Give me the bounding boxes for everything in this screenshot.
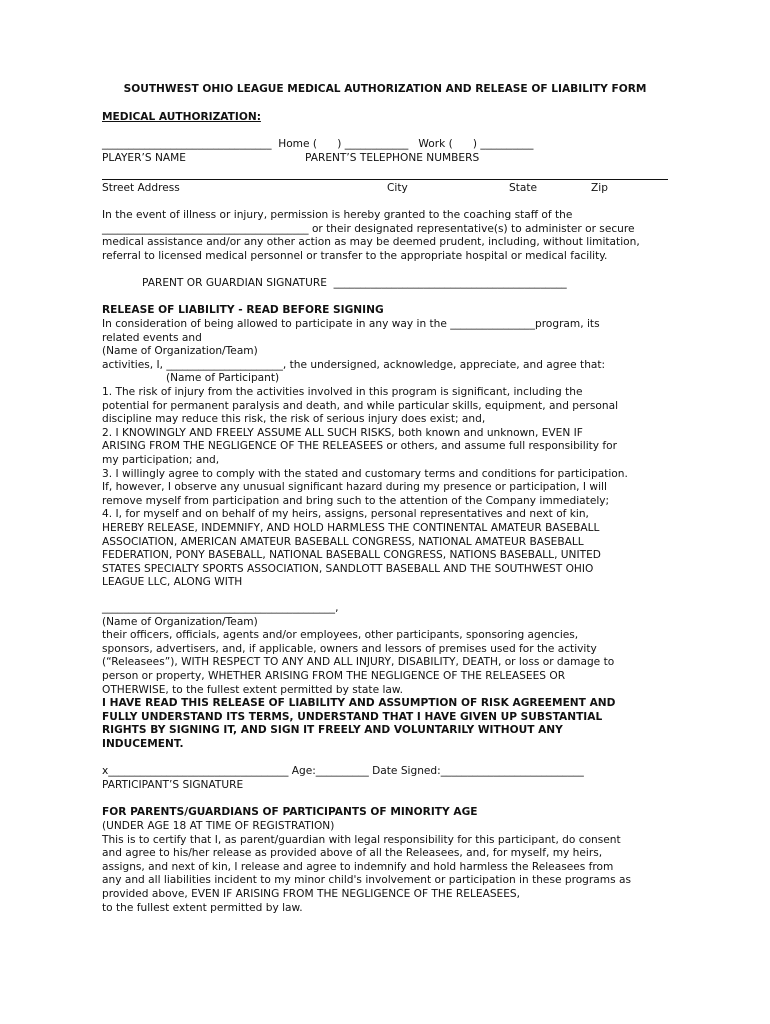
paragraph-line: In the event of illness or injury, permission is hereby granted to the coaching staff of the [102, 209, 573, 221]
paragraph-line: HEREBY RELEASE, INDEMNIFY, AND HOLD HARMLESS THE CONTINENTAL AMATEUR BASEBALL [102, 521, 600, 534]
paragraph-line: If, however, I observe any unusual significant hazard during my presence or participation, I will [102, 481, 607, 494]
form-title: SOUTHWEST OHIO LEAGUE MEDICAL AUTHORIZATION AND RELEASE OF LIABILITY FORM [123, 83, 647, 95]
street-address-label: Street Address [102, 182, 180, 194]
paragraph-line: (UNDER AGE 18 AT TIME OF REGISTRATION) [102, 820, 335, 832]
paragraph-line: my participation; and, [102, 453, 220, 466]
acknowledgment-statement [102, 697, 692, 751]
address-line [102, 179, 668, 180]
paragraph-line: LEAGUE LLC, ALONG WITH [102, 576, 243, 589]
phone-blank-row: ________________________________ Home ( ) ____________ Work ( ) __________ [102, 138, 534, 150]
paragraph-line: In consideration of being allowed to participate in any way in the ________________program, its [102, 318, 600, 330]
paragraph-line: remove myself from participation and bring such to the attention of the Company immediately; [102, 494, 610, 507]
paragraph-line: STATES SPECIALTY SPORTS ASSOCIATION, SANDLOTT BASEBALL AND THE SOUTHWEST OHIO [102, 562, 594, 575]
city-label: City [387, 182, 408, 194]
paragraph-line: 4. I, for myself and on behalf of my heirs, assigns, personal representatives and next of kin, [102, 508, 589, 521]
paragraph-line: (Name of Organization/Team) [102, 615, 258, 628]
state-label: State [509, 182, 538, 194]
participant-signature-label: PARTICIPANT’S SIGNATURE [102, 779, 244, 791]
releasees-paragraph [102, 602, 692, 697]
paragraph-line: person or property, WHETHER ARISING FROM THE NEGLIGENCE OF THE RELEASEES OR [102, 669, 566, 682]
paragraph-line: any and all liabilities incident to my minor child's involvement or participation in these programs as [102, 874, 631, 887]
paragraph-line: This is to certify that I, as parent/guardian with legal responsibility for this participant, do consent [102, 833, 621, 846]
paragraph-line: 2. I KNOWINGLY AND FREELY ASSUME ALL SUCH RISKS, both known and unknown, EVEN IF [102, 426, 583, 439]
release-heading: RELEASE OF LIABILITY - READ BEFORE SIGNING [102, 304, 384, 316]
release-paragraph [102, 318, 692, 590]
paragraph-line: (“Releasees”), WITH RESPECT TO ANY AND ALL INJURY, DISABILITY, DEATH, or loss or damage to [102, 656, 615, 669]
paragraph-line: sponsors, advertisers, and, if applicable, owners and lessors of premises used for the activity [102, 642, 597, 655]
paragraph-line: OTHERWISE, to the fullest extent permitted by state law. [102, 683, 403, 696]
parent-guardian-signature-line: PARENT OR GUARDIAN SIGNATURE ____________________________________________ [142, 277, 567, 289]
participant-signature-row: x__________________________________ Age:__________ Date Signed:___________________________ [102, 765, 584, 777]
players-name-label: PLAYER’S NAME [102, 152, 186, 164]
paragraph-line: I HAVE READ THIS RELEASE OF LIABILITY AND ASSUMPTION OF RISK AGREEMENT AND [102, 697, 616, 709]
paragraph-line: provided above, EVEN IF ARISING FROM THE NEGLIGENCE OF THE RELEASEES, [102, 887, 521, 900]
paragraph-line: discipline may reduce this risk, the risk of serious injury does exist; and, [102, 413, 486, 426]
paragraph-line: activities, I, ______________________, the undersigned, acknowledge, appreciate, and agree that: [102, 358, 606, 371]
paragraph-line: (Name of Organization/Team) [102, 345, 258, 358]
paragraph-line: related events and [102, 331, 202, 344]
paragraph-line: _______________________________________ or their designated representative(s) to administer or secure [102, 222, 635, 235]
medical-authorization-heading: MEDICAL AUTHORIZATION: [102, 111, 261, 123]
paragraph-line: INDUCEMENT. [102, 737, 184, 750]
medical-permission-paragraph [102, 209, 692, 263]
paragraph-line: and agree to his/her release as provided above of all the Releasees, and, for myself, my heirs, [102, 847, 603, 860]
paragraph-line: ASSOCIATION, AMERICAN AMATEUR BASEBALL CONGRESS, NATIONAL AMATEUR BASEBALL [102, 535, 584, 548]
minority-age-heading: FOR PARENTS/GUARDIANS OF PARTICIPANTS OF MINORITY AGE [102, 806, 478, 818]
paragraph-line: ____________________________________________, [102, 602, 339, 614]
paragraph-line: their officers, officials, agents and/or employees, other participants, sponsoring agencies, [102, 629, 579, 642]
paragraph-line: potential for permanent paralysis and death, and while particular skills, equipment, and personal [102, 399, 619, 412]
paragraph-line: ARISING FROM THE NEGLIGENCE OF THE RELEASEES or others, and assume full responsibility for [102, 440, 617, 453]
guardian-consent-paragraph [102, 820, 692, 915]
paragraph-line: RIGHTS BY SIGNING IT, AND SIGN IT FREELY AND VOLUNTARILY WITHOUT ANY [102, 724, 563, 737]
paragraph-line: 1. The risk of injury from the activities involved in this program is significant, including the [102, 385, 583, 398]
paragraph-line: medical assistance and/or any other action as may be deemed prudent, including, without limitation, [102, 236, 640, 249]
paragraph-line: 3. I willingly agree to comply with the stated and customary terms and conditions for participation. [102, 467, 628, 480]
zip-label: Zip [591, 182, 608, 194]
paragraph-line: referral to licensed medical personnel or transfer to the appropriate hospital or medical facility. [102, 249, 608, 262]
paragraph-line: to the fullest extent permitted by law. [102, 901, 303, 914]
paragraph-line: (Name of Participant) [102, 372, 280, 385]
parent-phone-label: PARENT’S TELEPHONE NUMBERS [305, 152, 480, 164]
paragraph-line: FEDERATION, PONY BASEBALL, NATIONAL BASEBALL CONGRESS, NATIONS BASEBALL, UNITED [102, 549, 601, 562]
paragraph-line: assigns, and next of kin, I release and agree to indemnify and hold harmless the Releasees from [102, 860, 614, 873]
paragraph-line: FULLY UNDERSTAND ITS TERMS, UNDERSTAND THAT I HAVE GIVEN UP SUBSTANTIAL [102, 710, 603, 723]
